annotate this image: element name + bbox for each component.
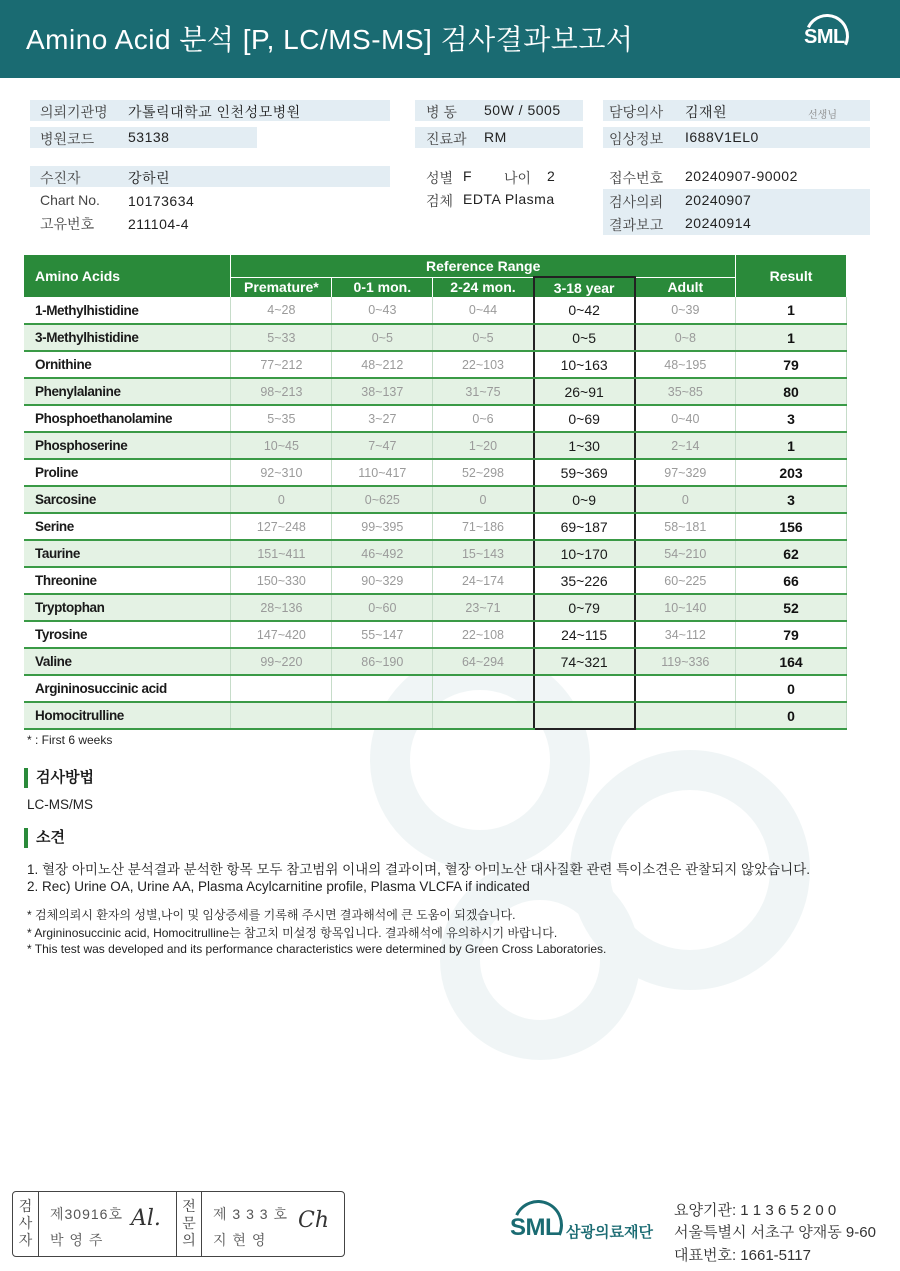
doctor-suffix: 선생님 xyxy=(808,110,837,121)
examiner-number: 제30916호 xyxy=(50,1206,123,1222)
result-value: 79 xyxy=(736,621,847,648)
hospital-code-value: 53138 xyxy=(128,129,170,145)
reference-range-cell: 74~321 xyxy=(534,648,635,675)
reference-range-cell: 86~190 xyxy=(332,648,433,675)
reference-range-cell: 59~369 xyxy=(534,459,635,486)
method-text: LC-MS/MS xyxy=(27,797,94,812)
specialist-signature: Ch xyxy=(298,1208,330,1233)
reference-range-cell: 60~225 xyxy=(635,567,736,594)
hospital-code-label: 병원코드 xyxy=(40,131,95,147)
amino-acid-table-body xyxy=(24,297,847,729)
report-value: 20240914 xyxy=(685,215,752,231)
reference-range-cell: 0~8 xyxy=(635,324,736,351)
reference-range-cell: 26~91 xyxy=(534,378,635,405)
table-row xyxy=(24,621,847,648)
examiner-name: 박 영 주 xyxy=(50,1232,104,1248)
reference-range-cell: 5~35 xyxy=(231,405,332,432)
report-header xyxy=(0,0,900,78)
amino-acid-name: 1-Methylhistidine xyxy=(24,297,231,324)
reference-range-cell: 2~14 xyxy=(635,432,736,459)
reference-range-cell xyxy=(433,702,534,729)
result-value: 0 xyxy=(736,675,847,702)
request-value: 20240907 xyxy=(685,192,752,208)
reference-range-cell: 0~39 xyxy=(635,297,736,324)
result-value: 1 xyxy=(736,297,847,324)
table-footnote: * : First 6 weeks xyxy=(27,733,113,747)
reference-range-cell: 15~143 xyxy=(433,540,534,567)
result-value: 3 xyxy=(736,405,847,432)
reference-range-cell: 0~5 xyxy=(332,324,433,351)
opinion-line-1: 1. 혈장 아미노산 분석결과 분석한 항목 모두 참고범위 이내의 결과이며, 혈장 아미노산 대사질환 관련 특이소견은 관찰되지 않았습니다. xyxy=(27,862,810,877)
specialist-label-text: 전 문 의 xyxy=(182,1198,196,1248)
table-row xyxy=(24,459,847,486)
dept-label: 진료과 xyxy=(426,131,467,147)
unique-value: 211104-4 xyxy=(128,216,190,232)
opinion-note-2: * Argininosuccinic acid, Homocitrulline는 참고치 미설정 항목입니다. 결과해석에 유의하시기 바랍니다. xyxy=(27,926,558,940)
amino-acid-name: Tryptophan xyxy=(24,594,231,621)
reference-range-cell: 64~294 xyxy=(433,648,534,675)
signature-box xyxy=(12,1191,345,1257)
reference-range-cell: 119~336 xyxy=(635,648,736,675)
reference-range-cell: 0~6 xyxy=(433,405,534,432)
reference-range-cell xyxy=(231,675,332,702)
reference-range-cell: 0~5 xyxy=(534,324,635,351)
reference-range-cell: 0 xyxy=(433,486,534,513)
reference-range-cell: 46~492 xyxy=(332,540,433,567)
footer-logo xyxy=(508,1200,668,1260)
reference-range-cell: 97~329 xyxy=(635,459,736,486)
amino-acid-name: Phenylalanine xyxy=(24,378,231,405)
amino-acid-name: Argininosuccinic acid xyxy=(24,675,231,702)
opinion-line-2: 2. Rec) Urine OA, Urine AA, Plasma Acylcarnitine profile, Plasma VLCFA if indicated xyxy=(27,879,530,894)
specimen-value: EDTA Plasma xyxy=(463,191,555,207)
ward-value: 50W / 5005 xyxy=(484,102,561,118)
reference-range-cell: 4~28 xyxy=(231,297,332,324)
reference-range-cell: 90~329 xyxy=(332,567,433,594)
reference-range-cell: 98~213 xyxy=(231,378,332,405)
table-row xyxy=(24,675,847,702)
institution-label: 의뢰기관명 xyxy=(40,104,108,120)
reference-range-cell: 0~43 xyxy=(332,297,433,324)
reference-range-cell: 24~115 xyxy=(534,621,635,648)
amino-acid-name: Serine xyxy=(24,513,231,540)
result-value: 1 xyxy=(736,432,847,459)
examiner-label-text: 검 사 자 xyxy=(18,1198,33,1248)
reference-range-cell: 10~163 xyxy=(534,351,635,378)
info-band-patient xyxy=(30,166,390,187)
specialist-number: 제 3 3 3 호 xyxy=(213,1206,288,1222)
result-value: 66 xyxy=(736,567,847,594)
table-row xyxy=(24,594,847,621)
sex-label: 성별 xyxy=(426,170,454,186)
opinion-heading: 소견 xyxy=(24,828,65,848)
sex-value: F xyxy=(463,168,473,184)
amino-acid-name: Phosphoserine xyxy=(24,432,231,459)
col-header-amino-acids: Amino Acids xyxy=(24,255,231,297)
amino-acid-name: Threonine xyxy=(24,567,231,594)
result-value: 52 xyxy=(736,594,847,621)
reference-range-cell: 35~226 xyxy=(534,567,635,594)
reference-range-cell: 0~44 xyxy=(433,297,534,324)
patient-value: 강하린 xyxy=(128,170,171,186)
reference-range-cell: 0~79 xyxy=(534,594,635,621)
result-value: 0 xyxy=(736,702,847,729)
amino-acid-name: Sarcosine xyxy=(24,486,231,513)
reference-range-cell xyxy=(635,675,736,702)
reference-range-cell: 0~5 xyxy=(433,324,534,351)
specialist-label xyxy=(176,1192,202,1256)
age-value: 2 xyxy=(547,168,556,184)
amino-acid-name: 3-Methylhistidine xyxy=(24,324,231,351)
footer-code: 요양기관: 1 1 3 6 5 2 0 0 xyxy=(674,1202,837,1219)
reference-range-cell: 35~85 xyxy=(635,378,736,405)
doctor-label: 담당의사 xyxy=(609,104,664,120)
reference-range-cell: 0~69 xyxy=(534,405,635,432)
reference-range-cell: 23~71 xyxy=(433,594,534,621)
opinion-note-3: * This test was developed and its performance characteristics were determined by Green Cross Laboratories. xyxy=(27,942,607,956)
reference-range-cell: 92~310 xyxy=(231,459,332,486)
table-row xyxy=(24,432,847,459)
reference-range-cell: 1~20 xyxy=(433,432,534,459)
table-row xyxy=(24,567,847,594)
specimen-label: 검체 xyxy=(426,193,454,209)
reference-range-cell: 10~45 xyxy=(231,432,332,459)
reference-range-cell: 55~147 xyxy=(332,621,433,648)
reference-range-cell: 0 xyxy=(635,486,736,513)
reference-range-cell: 22~108 xyxy=(433,621,534,648)
reference-range-cell: 3~27 xyxy=(332,405,433,432)
report-label: 결과보고 xyxy=(609,217,664,233)
amino-acid-name: Tyrosine xyxy=(24,621,231,648)
table-row xyxy=(24,324,847,351)
footer-phone: 대표번호: 1661-5117 xyxy=(674,1247,811,1264)
chart-value: 10173634 xyxy=(128,193,195,209)
reference-range-cell: 151~411 xyxy=(231,540,332,567)
reference-range-cell xyxy=(231,702,332,729)
result-value: 80 xyxy=(736,378,847,405)
reference-range-cell: 28~136 xyxy=(231,594,332,621)
footer-org-name: 삼광의료재단 xyxy=(566,1224,653,1241)
reference-range-cell: 10~140 xyxy=(635,594,736,621)
sub-col-header: Adult xyxy=(635,277,736,297)
reference-range-cell: 24~174 xyxy=(433,567,534,594)
table-row xyxy=(24,405,847,432)
result-value: 3 xyxy=(736,486,847,513)
reference-range-cell: 48~212 xyxy=(332,351,433,378)
doctor-value: 김재원 xyxy=(685,104,728,120)
reference-range-cell: 0 xyxy=(231,486,332,513)
reference-range-cell: 31~75 xyxy=(433,378,534,405)
sub-col-header: 2-24 mon. xyxy=(433,277,534,297)
table-row xyxy=(24,351,847,378)
footer-logo-text: SML xyxy=(510,1214,560,1241)
reference-range-cell xyxy=(534,675,635,702)
reference-range-cell: 0~42 xyxy=(534,297,635,324)
reference-range-cell: 5~33 xyxy=(231,324,332,351)
reference-range-cell: 147~420 xyxy=(231,621,332,648)
institution-value: 가톨릭대학교 인천성모병원 xyxy=(128,104,301,120)
result-value: 203 xyxy=(736,459,847,486)
reference-range-cell xyxy=(332,702,433,729)
reference-range-cell: 48~195 xyxy=(635,351,736,378)
reference-range-cell: 52~298 xyxy=(433,459,534,486)
reference-range-cell xyxy=(332,675,433,702)
reference-range-cell xyxy=(433,675,534,702)
amino-acid-table xyxy=(24,255,847,730)
col-header-result: Result xyxy=(736,255,847,297)
reference-range-cell: 99~395 xyxy=(332,513,433,540)
reference-range-cell: 0~625 xyxy=(332,486,433,513)
amino-acid-name: Ornithine xyxy=(24,351,231,378)
reference-range-cell: 71~186 xyxy=(433,513,534,540)
clinical-value: I688V1EL0 xyxy=(685,129,759,145)
examiner-signature: Al. xyxy=(131,1206,161,1231)
table-row xyxy=(24,378,847,405)
reference-range-cell: 22~103 xyxy=(433,351,534,378)
reference-range-cell xyxy=(635,702,736,729)
sml-logo xyxy=(802,12,852,64)
result-value: 79 xyxy=(736,351,847,378)
dept-value: RM xyxy=(484,129,507,145)
reference-range-cell: 150~330 xyxy=(231,567,332,594)
table-row xyxy=(24,540,847,567)
reference-range-cell: 1~30 xyxy=(534,432,635,459)
age-label: 나이 xyxy=(504,170,532,186)
reference-range-cell: 69~187 xyxy=(534,513,635,540)
result-value: 164 xyxy=(736,648,847,675)
result-value: 156 xyxy=(736,513,847,540)
table-row xyxy=(24,648,847,675)
footer-address: 서울특별시 서초구 양재동 9-60 xyxy=(674,1224,876,1241)
reference-range-cell: 99~220 xyxy=(231,648,332,675)
patient-label: 수진자 xyxy=(40,170,81,186)
clinical-label: 임상정보 xyxy=(609,131,664,147)
amino-acid-name: Proline xyxy=(24,459,231,486)
request-label: 검사의뢰 xyxy=(609,194,664,210)
specialist-name: 지 현 영 xyxy=(213,1232,267,1248)
opinion-note-1: * 검체의뢰시 환자의 성별,나이 및 임상증세를 기록해 주시면 결과해석에 큰 도움이 되겠습니다. xyxy=(27,908,516,922)
table-row xyxy=(24,297,847,324)
result-value: 62 xyxy=(736,540,847,567)
reference-range-cell: 127~248 xyxy=(231,513,332,540)
sub-col-header: 3-18 year xyxy=(534,277,635,297)
report-title: Amino Acid 분석 [P, LC/MS-MS] 검사결과보고서 xyxy=(26,24,634,55)
reference-range-cell: 77~212 xyxy=(231,351,332,378)
table-row xyxy=(24,513,847,540)
method-heading: 검사방법 xyxy=(24,768,94,788)
table-row xyxy=(24,486,847,513)
amino-acid-name: Valine xyxy=(24,648,231,675)
reference-range-cell: 58~181 xyxy=(635,513,736,540)
examiner-label xyxy=(13,1192,39,1256)
sub-col-header: Premature* xyxy=(231,277,332,297)
table-row xyxy=(24,702,847,729)
reference-range-cell: 7~47 xyxy=(332,432,433,459)
reference-range-cell: 0~60 xyxy=(332,594,433,621)
chart-label: Chart No. xyxy=(40,192,100,208)
ward-label: 병 동 xyxy=(426,104,457,120)
sub-col-header: 0-1 mon. xyxy=(332,277,433,297)
receipt-value: 20240907-90002 xyxy=(685,168,798,184)
reference-range-cell: 54~210 xyxy=(635,540,736,567)
col-header-reference-range: Reference Range xyxy=(231,255,736,277)
reference-range-cell: 34~112 xyxy=(635,621,736,648)
logo-text: SML xyxy=(804,26,845,48)
reference-range-cell: 110~417 xyxy=(332,459,433,486)
reference-range-cell: 38~137 xyxy=(332,378,433,405)
reference-range-cell: 0~40 xyxy=(635,405,736,432)
receipt-label: 접수번호 xyxy=(609,170,664,186)
unique-label: 고유번호 xyxy=(40,216,95,232)
amino-acid-name: Taurine xyxy=(24,540,231,567)
amino-acid-name: Phosphoethanolamine xyxy=(24,405,231,432)
result-value: 1 xyxy=(736,324,847,351)
amino-acid-name: Homocitrulline xyxy=(24,702,231,729)
reference-range-cell: 10~170 xyxy=(534,540,635,567)
reference-range-cell xyxy=(534,702,635,729)
reference-range-cell: 0~9 xyxy=(534,486,635,513)
